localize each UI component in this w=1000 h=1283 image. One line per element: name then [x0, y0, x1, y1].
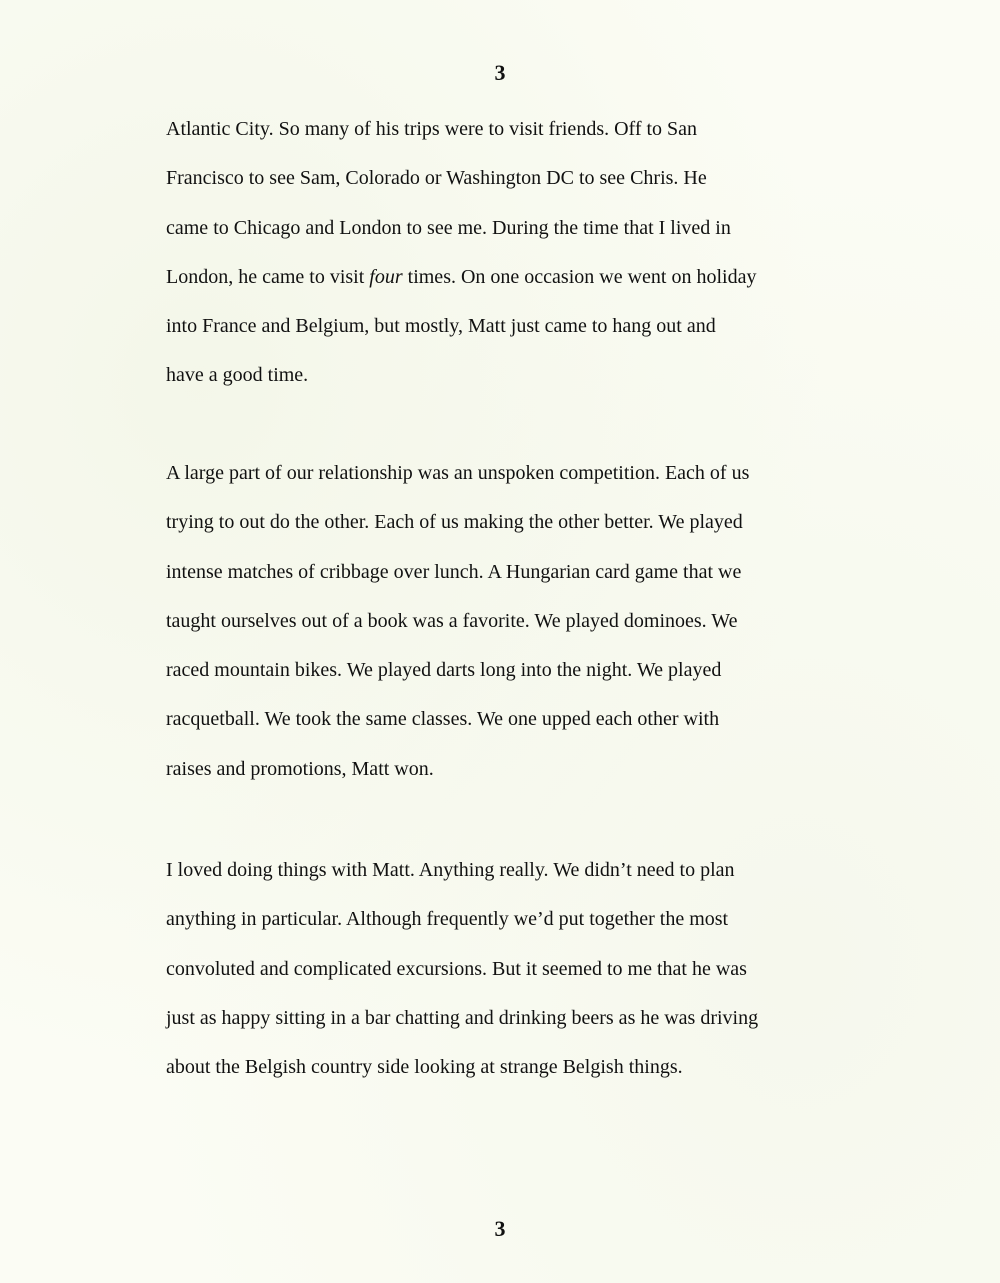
paragraph-line: Francisco to see Sam, Colorado or Washington DC to see Chris. He: [166, 167, 707, 190]
line-text-after-emphasis: times. On one occasion we went on holiday: [402, 265, 757, 288]
paragraph-line: came to Chicago and London to see me. During the time that I lived in: [166, 216, 731, 239]
paragraph-line: raises and promotions, Matt won.: [166, 757, 434, 780]
paragraph-line: convoluted and complicated excursions. But it seemed to me that he was: [166, 957, 747, 980]
paragraph-line: into France and Belgium, but mostly, Matt just came to hang out and: [166, 315, 716, 338]
paragraph-line: taught ourselves out of a book was a favorite. We played dominoes. We: [166, 609, 738, 632]
paragraph-3: [166, 858, 826, 1104]
paragraph-line: A large part of our relationship was an unspoken competition. Each of us: [166, 462, 750, 484]
paragraph-line: about the Belgish country side looking at strange Belgish things.: [166, 1056, 683, 1079]
paragraph-2: [166, 461, 826, 806]
paragraph-line: trying to out do the other. Each of us making the other better. We played: [166, 511, 743, 534]
paragraph-line: anything in particular. Although frequently we’d put together the most: [166, 908, 729, 931]
paragraph-line: have a good time.: [166, 364, 309, 387]
emphasized-word: four: [369, 265, 403, 288]
paragraph-line: I loved doing things with Matt. Anything really. We didn’t need to plan: [166, 859, 735, 881]
paragraph-line: intense matches of cribbage over lunch. A Hungarian card game that we: [166, 560, 742, 583]
paragraph-line: just as happy sitting in a bar chatting and drinking beers as he was driving: [166, 1006, 759, 1029]
paragraph-line: racquetball. We took the same classes. We one upped each other with: [166, 708, 720, 731]
paragraph-1: [166, 117, 826, 413]
page-number-bottom: 3: [494, 1216, 506, 1241]
paragraph-line: [166, 265, 826, 314]
line-text-before-emphasis: London, he came to visit: [166, 265, 370, 288]
paragraph-line: Atlantic City. So many of his trips were to visit friends. Off to San: [166, 118, 698, 140]
paragraph-line: raced mountain bikes. We played darts long into the night. We played: [166, 659, 722, 682]
page-number-top: 3: [494, 60, 506, 85]
